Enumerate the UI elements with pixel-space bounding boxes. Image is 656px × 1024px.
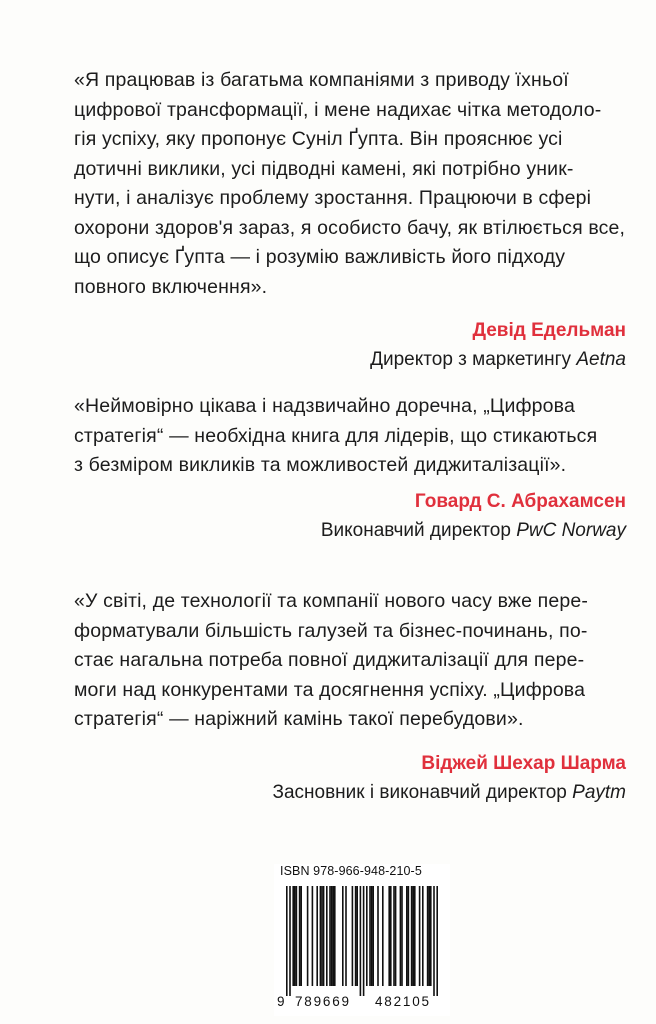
role-title: Директор з маркетингу: [370, 349, 572, 370]
barcode-bar: [428, 886, 430, 986]
quote-line: «Неймовірно цікава і надзвичайно доречна, „Цифрова: [74, 395, 575, 417]
barcode-bar: [408, 886, 410, 986]
barcode-bar: [411, 886, 413, 986]
barcode-bar: [321, 886, 323, 986]
barcode-bar: [299, 886, 301, 986]
quote-line: з безміром викликів та можливостей диджиталізації».: [74, 454, 567, 476]
barcode-bar: [307, 886, 309, 986]
barcode-bar: [388, 886, 390, 986]
barcode-guard-bar: [360, 886, 362, 996]
barcode-bar: [395, 886, 397, 986]
testimonial-abrahamsen: [74, 392, 626, 545]
role-company: Aetna: [576, 349, 626, 370]
barcode-bar: [312, 886, 314, 986]
barcode-bar: [320, 886, 322, 986]
barcode-bar: [422, 886, 424, 986]
barcode-bar: [332, 886, 334, 986]
testimonial-sharma: [74, 587, 626, 807]
barcode-bar: [414, 886, 416, 986]
testimonial-quote: [74, 66, 626, 302]
quote-line: гія успіху, яку пропонує Суніл Ґупта. Він прояснює усі: [74, 128, 563, 150]
barcode-bar: [371, 886, 373, 986]
barcode-bar: [400, 886, 402, 986]
quote-line: що описує Ґупта — і розумію важливість його підходу: [74, 246, 566, 268]
barcode-bar: [412, 886, 414, 986]
barcode-bar: [329, 886, 331, 986]
barcode-bar: [342, 886, 344, 986]
role-title: Засновник і виконавчий директор: [272, 781, 567, 803]
quote-line: стратегія“ — наріжний камінь такої перебудови».: [74, 708, 524, 730]
barcode-bar: [334, 886, 336, 986]
testimonial-quote: [74, 587, 626, 735]
barcode-guard-bar: [289, 886, 291, 996]
barcode-bar: [419, 886, 421, 986]
testimonial-author: Віджей Шехар Шарма: [421, 752, 626, 774]
ean-left-digits: 789669: [295, 994, 351, 1009]
quote-line: форматували більшість галузей та бізнес-починань, по-: [74, 619, 588, 642]
quote-line: охорони здоров'я зараз, я особисто бачу, як втілюється все,: [74, 216, 626, 239]
barcode-bar: [377, 886, 379, 986]
testimonial-role: [74, 345, 626, 374]
role-company: PwC Norway: [516, 519, 626, 541]
barcode-bar: [326, 886, 328, 986]
role-company: Paytm: [572, 781, 626, 803]
testimonial-author: Девід Едельман: [472, 320, 626, 341]
barcode-bar: [382, 886, 384, 986]
ean-right-digits: 482105: [375, 994, 431, 1009]
testimonial-author: Говард С. Абрахамсен: [414, 490, 626, 512]
barcode-guard-bar: [436, 886, 438, 996]
barcode-bar: [401, 886, 403, 986]
barcode-bar: [430, 886, 432, 986]
quote-line: дотичні виклики, усі підводні камені, які потрібно уник-: [74, 157, 574, 180]
quote-line: цифрової трансформації, і мене надихає чітка методоло-: [74, 98, 602, 121]
barcode-bar: [345, 886, 347, 986]
testimonial-role: [74, 516, 626, 545]
barcode-guard-bar: [286, 886, 288, 996]
barcode-bar: [300, 886, 302, 986]
quote-line: повного включення».: [74, 275, 268, 298]
role-title: Виконавчий директор: [320, 519, 511, 541]
barcode-bar: [292, 886, 294, 986]
testimonial-role: [74, 778, 626, 807]
quote-line: стає нагальна потреба повної диджиталізації для пере-: [74, 649, 585, 671]
barcode-bar: [393, 886, 395, 986]
barcode-guard-bar: [433, 886, 435, 996]
quote-line: нути, і аналізує проблему зростання. Працюючи в сфері: [74, 187, 592, 209]
barcode-bar: [356, 886, 358, 986]
barcode-bar: [296, 886, 298, 986]
barcode-bar: [331, 886, 333, 986]
barcode-bar: [390, 886, 392, 986]
testimonial-edelman: [74, 66, 626, 374]
quote-line: «Я працював із багатьма компаніями з приводу їхньої: [74, 69, 569, 91]
barcode-bar: [406, 886, 408, 986]
quote-line: «У світі, де технології та компанії нового часу вже пере-: [74, 590, 588, 612]
isbn-number: ISBN 978-966-948-210-5: [280, 864, 422, 878]
barcode-bar: [427, 886, 429, 986]
isbn-barcode: [274, 864, 450, 1016]
barcode-guard-bar: [363, 886, 365, 996]
barcode-bar: [352, 886, 354, 986]
barcode-bar: [355, 886, 357, 986]
barcode-bar: [369, 886, 371, 986]
testimonial-quote: [74, 392, 626, 481]
barcode-bar: [294, 886, 296, 986]
barcode-bar: [316, 886, 318, 986]
barcode-bar: [366, 886, 368, 986]
barcode-bar: [372, 886, 374, 986]
ean-first-digit: 9: [277, 994, 285, 1009]
quote-line: моги над конкурентами та досягнення успіху. „Цифрова: [74, 678, 586, 701]
quote-line: стратегія“ — необхідна книга для лідерів, що стикаються: [74, 424, 598, 447]
barcode-bar: [323, 886, 325, 986]
barcode-bars: [278, 886, 446, 996]
